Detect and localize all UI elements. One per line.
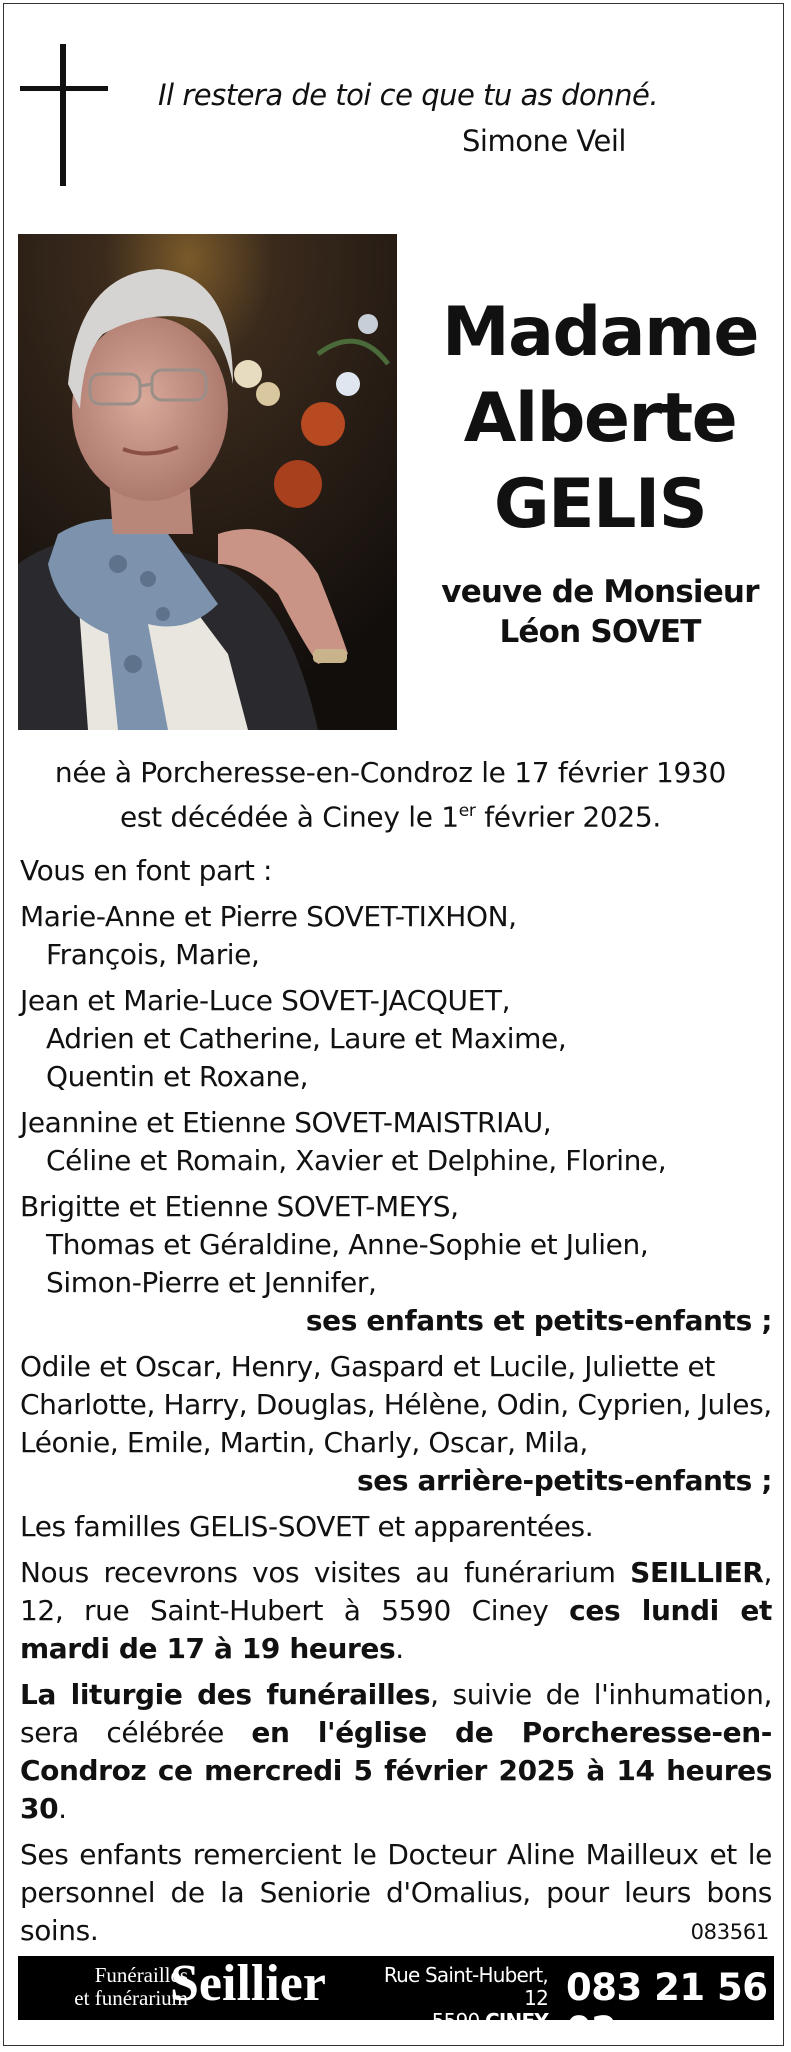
family-line: Adrien et Catherine, Laure et Maxime, (46, 1022, 567, 1055)
family-line: Thomas et Géraldine, Anne-Sophie et Julien, (46, 1228, 649, 1261)
deceased-last-name: GELIS (493, 465, 707, 544)
quote-text: Il restera de toi ce que tu as donné. (158, 78, 659, 112)
life-dates (0, 754, 781, 836)
family-line: Quentin et Roxane, (46, 1060, 309, 1093)
family-line: Simon-Pierre et Jennifer, (46, 1266, 377, 1299)
family-line: Céline et Romain, Xavier et Delphine, Florine, (46, 1144, 667, 1177)
announce-intro: Vous en font part : (20, 854, 272, 887)
deceased-title: Madame (441, 293, 759, 372)
children-label: ses enfants et petits-enfants ; (305, 1304, 772, 1337)
thanks-paragraph: Ses enfants remercient le Docteur Aline Mailleux et le personnel de la Seniorie d'Omalius, pour leurs bons soins. (20, 1838, 772, 1947)
widow-line1: veuve de Monsieur (441, 574, 759, 610)
birth-line: née à Porcheresse-en-Condroz le 17 février 1930 (54, 756, 727, 789)
family-line: Jean et Marie-Luce SOVET-JACQUET, (20, 984, 511, 1017)
deceased-name (420, 290, 780, 548)
announcement-body (20, 852, 772, 1950)
funeral-home-address: Rue Saint-Hubert, 12 5590 CINEY (383, 1963, 548, 2033)
great-grandchildren: Odile et Oscar, Henry, Gaspard et Lucile, Juliette et Charlotte, Harry, Douglas, Hélène, Odin, Cyprien, Jules, Léonie, Emile, Martin, Charly, Oscar, Mila, (20, 1350, 772, 1459)
widow-info (420, 572, 780, 652)
family-line: Brigitte et Etienne SOVET-MEYS, (20, 1190, 459, 1223)
great-grandchildren-label: ses arrière-petits-enfants ; (356, 1464, 772, 1497)
funeral-home-phone: 083 21 56 02 (566, 1966, 768, 2052)
family-line: Marie-Anne et Pierre SOVET-TIXHON, (20, 900, 517, 933)
widow-line2: Léon SOVET (499, 614, 701, 650)
reference-number: 083561 (690, 1920, 769, 1944)
family-line: François, Marie, (46, 938, 260, 971)
funeral-home-banner (18, 1955, 774, 2052)
funeral-home-name: Seillier (170, 1955, 326, 2012)
portrait-photo (18, 234, 397, 730)
death-line: est décédée à Ciney le 1er février 2025. (119, 800, 662, 834)
family-line: Jeannine et Etienne SOVET-MAISTRIAU, (20, 1106, 552, 1139)
liturgy-paragraph: La liturgie des funérailles, suivie de l'inhumation, sera célébrée en l'église de Porcheresse-en-Condroz ce mercredi 5 février 2025 à 14 heures 30. (20, 1678, 772, 1825)
cross-icon (20, 44, 110, 186)
families-line: Les familles GELIS-SOVET et apparentées. (20, 1510, 594, 1543)
deceased-first-name: Alberte (463, 379, 737, 458)
funeral-home-tagline: Funérailles et funérarium (74, 1963, 188, 2010)
visits-paragraph: Nous recevrons vos visites au funérarium SEILLIER, 12, rue Saint-Hubert à 5590 Ciney ces lundi et mardi de 17 à 19 heures. (20, 1556, 772, 1665)
quote-author: Simone Veil (462, 124, 626, 158)
